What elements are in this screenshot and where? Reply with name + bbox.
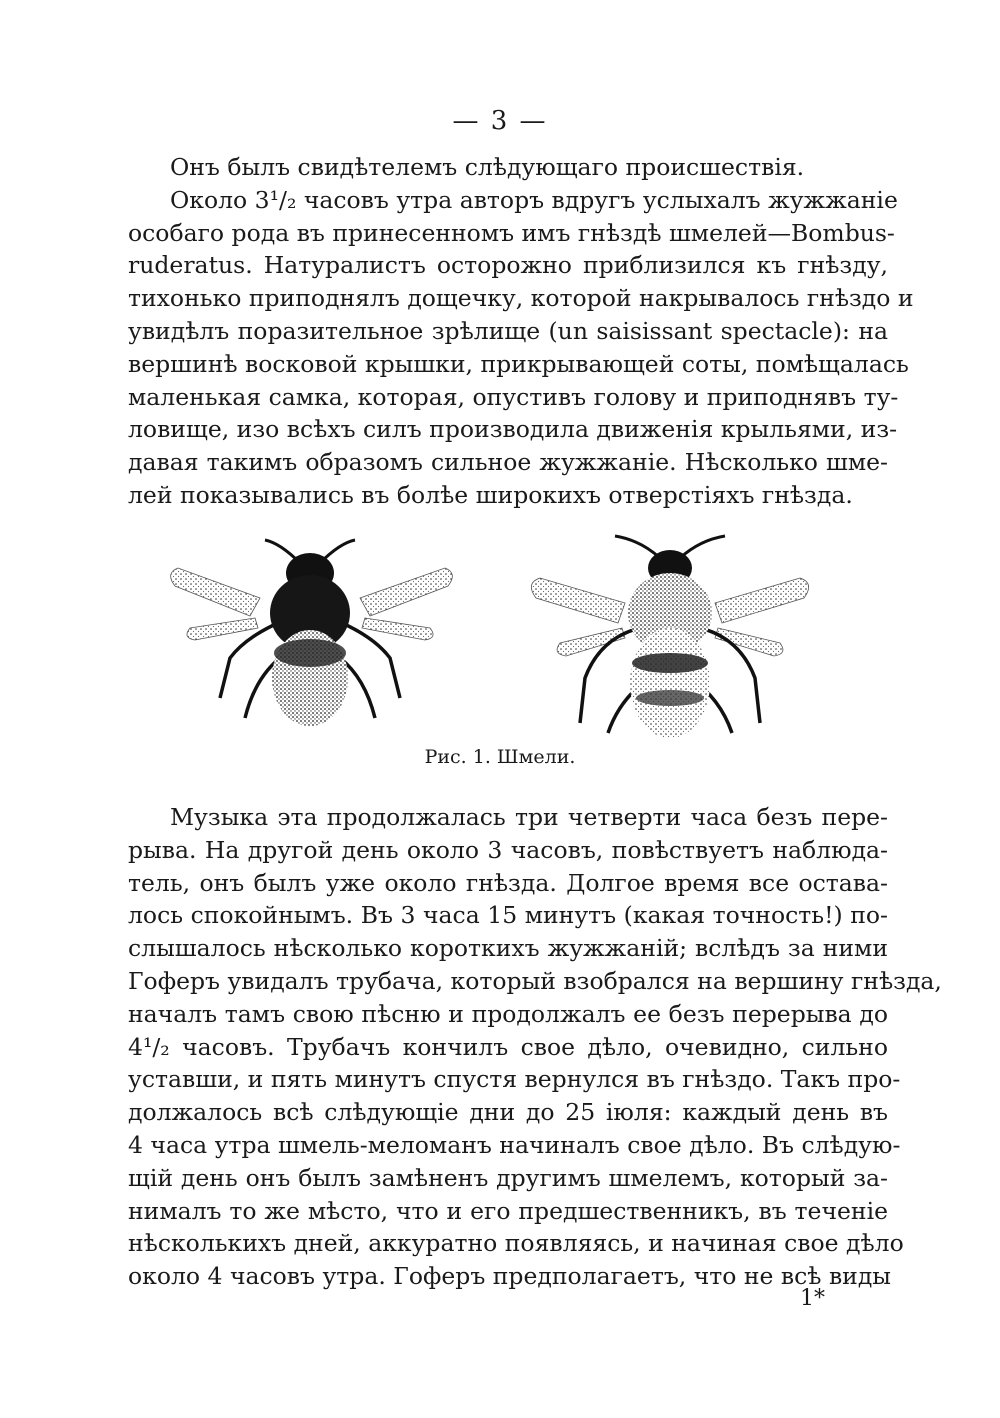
signature-mark: 1* [800,1286,825,1311]
text-line: 4¹/₂ часовъ. Трубачъ кончилъ свое дѣло, очевидно, сильно [128,1032,888,1061]
text-line: нѣсколькихъ дней, аккуратно появляясь, и начиная свое дѣло [128,1229,904,1258]
text-line: 4 часа утра шмель-меломанъ начиналъ свое дѣло. Въ слѣдую- [128,1130,901,1159]
text-line: тель, онъ былъ уже около гнѣзда. Долгое время все остава- [128,868,888,897]
text-line: вершинѣ восковой крышки, прикрывающей соты, помѣщалась [128,349,909,378]
text-line: лось спокойнымъ. Въ 3 часа 15 минутъ (какая точность!) по- [128,901,888,930]
text-line: Гоферъ увидалъ трубача, который взобрался на вершину гнѣзда, [128,966,942,995]
text-line: Онъ былъ свидѣтелемъ слѣдующаго происшествія. [170,153,805,181]
figure-caption: Рис. 1. Шмели. [424,746,576,768]
text-line: Около 3¹/₂ часовъ утра авторъ вдругъ услыхалъ жужжаніе [170,185,898,214]
bumblebees-figure [160,528,900,743]
text-line: маленькая самка, которая, опустивъ голову и приподнявъ ту- [128,382,899,411]
text-line: ruderatus. Натуралистъ осторожно приблизился къ гнѣзду, [128,251,888,280]
text-line: ловище, изо всѣхъ силъ производила движенія крыльями, из- [128,415,898,444]
top-paragraph [128,151,914,512]
text-line: щій день онъ былъ замѣненъ другимъ шмелемъ, который за- [128,1163,888,1192]
text-line: особаго рода въ принесенномъ имъ гнѣздѣ шмелей—Bombus- [128,218,895,247]
text-line: около 4 часовъ утра. Гоферъ предполагаетъ, что не всѣ виды [128,1262,892,1291]
bumblebee-left-illustration [171,540,453,726]
page-number: — 3 — [452,106,548,136]
text-line: лей показывались въ болѣе широкихъ отверстіяхъ гнѣзда. [128,480,853,509]
text-line: уставши, и пять минутъ спустя вернулся въ гнѣздо. Такъ про- [128,1065,901,1094]
text-line: увидѣлъ поразительное зрѣлище (un saisissant spectacle): на [128,316,888,345]
text-line: началъ тамъ свою пѣсню и продолжалъ ее безъ перерыва до [128,999,888,1028]
bumblebee-right-illustration [531,536,808,738]
text-line: рыва. На другой день около 3 часовъ, повѣствуетъ наблюда- [128,835,888,864]
bottom-paragraph [128,801,942,1293]
text-line: слышалось нѣсколько короткихъ жужжаній; вслѣдъ за ними [128,934,888,963]
text-line: тихонько приподнялъ дощечку, которой накрывалось гнѣздо и [128,284,914,313]
text-line: нималъ то же мѣсто, что и его предшественникъ, въ теченіе [128,1196,888,1225]
text-line: давая такимъ образомъ сильное жужжаніе. Нѣсколько шме- [128,448,888,477]
text-line: Музыка эта продолжалась три четверти часа безъ пере- [170,803,888,831]
text-line: должалось всѣ слѣдующіе дни до 25 іюля: каждый день въ [128,1098,888,1127]
